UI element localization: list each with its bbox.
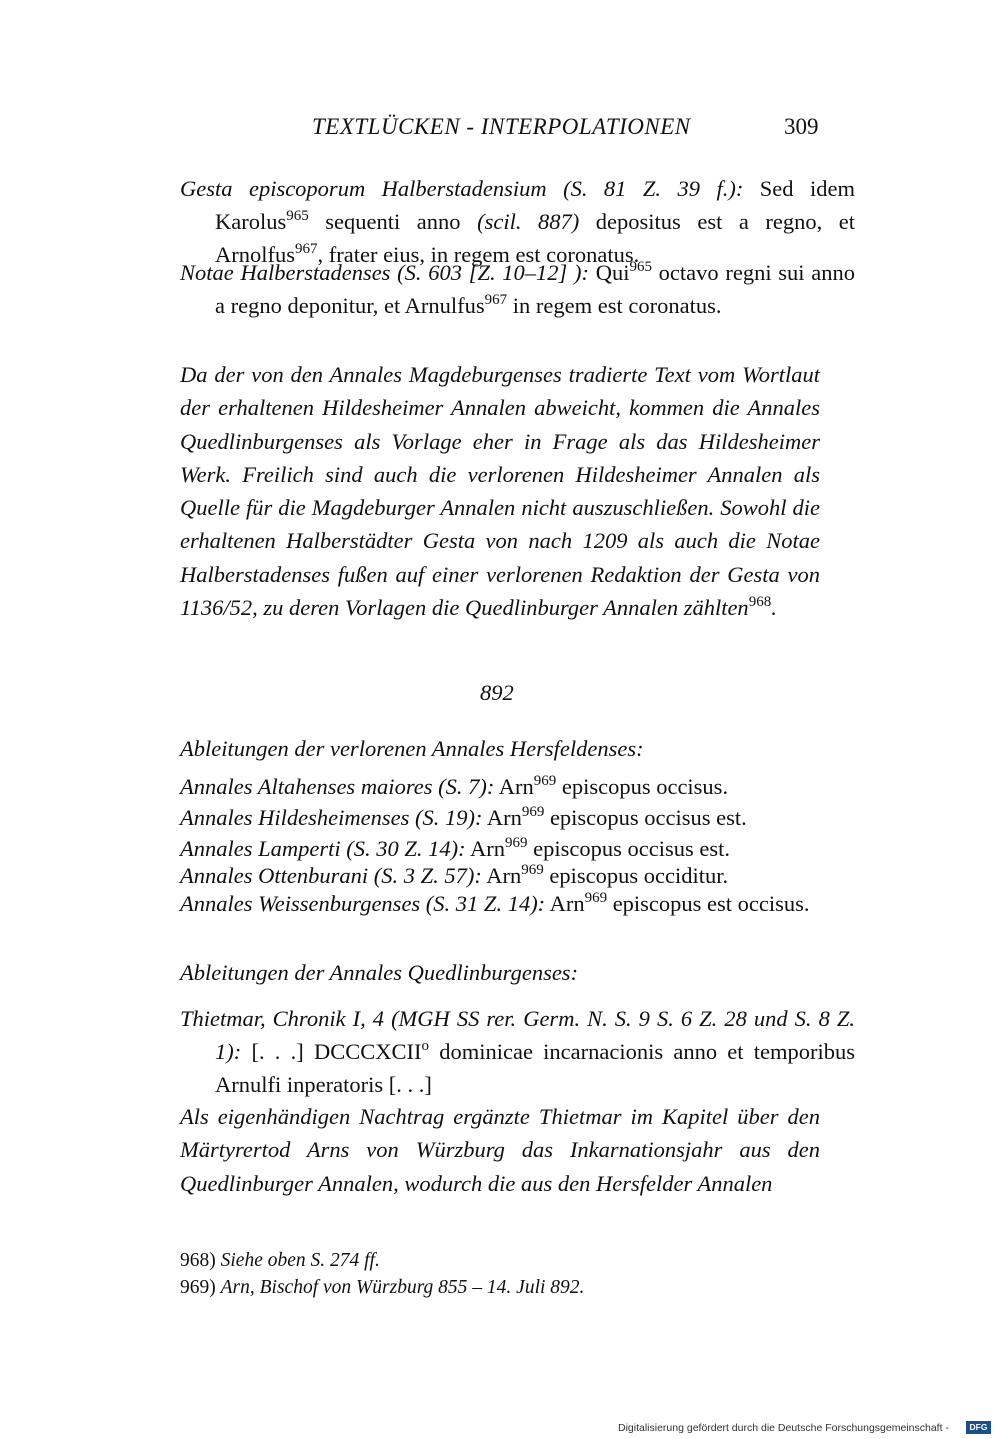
paragraph-text: . [771, 595, 777, 621]
source-entry [180, 887, 855, 920]
running-header: TEXTLÜCKEN - INTERPOLATIONEN [312, 114, 691, 139]
footnote-ref: 965 [286, 208, 309, 224]
source-citation: Notae Halberstadenses (S. 603 [Z. 10–12] ): [180, 260, 589, 285]
footnote-number: 968) [180, 1250, 216, 1271]
entry-text: Arn [481, 863, 522, 888]
entry-text: Sed idem Karolus [215, 176, 855, 234]
entry-text: sequenti anno [308, 209, 478, 234]
source-citation: Annales Weissenburgenses (S. 31 Z. 14): [180, 891, 546, 916]
dfg-logo: DFG [966, 1421, 991, 1434]
entry-text: Qui [589, 260, 630, 285]
footnote-ref: 969 [505, 835, 528, 851]
source-citation: Thietmar, Chronik I, 4 (MGH SS rer. Germ. N. S. 9 S. 6 Z. 28 und S. 8 Z. 1): [180, 1006, 855, 1064]
source-entry-thietmar [180, 1002, 855, 1101]
entry-text: Arn [465, 836, 505, 861]
entry-text: , frater eius, in regem est coronatus. [317, 242, 640, 267]
source-citation: Annales Hildesheimenses (S. 19): [180, 805, 483, 830]
footnote-ref: 968 [748, 594, 772, 611]
entry-text: episcopus occisus. [556, 774, 729, 799]
entry-text: Arn [494, 774, 534, 799]
ordinal-superscript: o [421, 1038, 430, 1054]
footnote-ref: 965 [629, 259, 652, 275]
section-heading-hersfeld: Ableitungen der verlorenen Annales Hersfeldenses: [180, 736, 644, 761]
source-citation: Annales Ottenburani (S. 3 Z. 57): [180, 863, 482, 888]
digitization-credit: Digitalisierung gefördert durch die Deutsche Forschungsgemeinschaft - [618, 1422, 949, 1434]
page-number: 309 [784, 114, 819, 139]
entry-text: dominicae incarnacionis anno et temporibus Arnulfi inperatoris [. . .] [215, 1039, 855, 1097]
entry-text: [. . .] DCCCXCII [241, 1039, 422, 1064]
entry-text: episcopus est occisus. [607, 891, 810, 916]
entry-text: Arn [545, 891, 585, 916]
commentary-paragraph [180, 358, 820, 624]
source-citation: Gesta episcoporum Halberstadensium (S. 81 Z. 39 f.): [180, 176, 744, 201]
footnote-ref: 969 [533, 773, 557, 789]
paragraph-text: Da der von den Annales Magdeburgenses tradierte Text vom Wortlaut der erhaltenen Hildesheimer Annalen abweicht, kommen die Annales Quedlinburgenses als Vorlage eher in Frage als das Hildesheimer Werk. Freilich sind auch die verlorenen Hildesheimer Annalen als Quelle für die Magdeburger Annalen nicht auszuschließen. Sowohl die erhaltenen Halberstädter Gesta von nach 1209 als auch die Notae Halberstadenses fußen auf einer verlorenen Redaktion der Gesta von 1136/52, zu deren Vorlagen die Quedlinburger Annalen zählten [180, 362, 820, 621]
footnote-ref: 967 [484, 292, 508, 308]
entry-text: in regem est coronatus. [507, 293, 722, 318]
footnote-ref: 969 [584, 890, 608, 906]
commentary-paragraph-2: Als eigenhändigen Nachtrag ergänzte Thietmar im Kapitel über den Märtyrertod Arns von Würzburg das Inkarnationsjahr aus den Quedlinburger Annalen, wodurch die aus den Hersfelder Annalen [180, 1104, 820, 1196]
year-heading: 892 [480, 680, 514, 705]
source-citation: Annales Lamperti (S. 30 Z. 14): [180, 836, 466, 861]
footnote-968 [180, 1248, 380, 1273]
footnote-ref: 969 [521, 862, 544, 878]
footnote-ref: 967 [295, 241, 318, 257]
entry-text: episcopus occiditur. [543, 863, 729, 888]
footnote-text: Siehe oben S. 274 ff. [220, 1250, 380, 1271]
source-entry [180, 801, 855, 834]
footnote-number: 969) [180, 1277, 216, 1298]
entry-text: episcopus occisus est. [544, 805, 747, 830]
source-entry-notae [180, 256, 855, 322]
source-citation: Annales Altahenses maiores (S. 7): [180, 774, 495, 799]
entry-reference: (scil. 887) [477, 209, 580, 234]
source-entry [180, 770, 855, 803]
footnote-ref: 969 [521, 804, 545, 820]
footnote-969 [180, 1275, 584, 1300]
entry-text: octavo regni sui anno a regno deponitur, et Arnulfus [215, 260, 856, 318]
entry-text: Arn [482, 805, 522, 830]
entry-text: episcopus occisus est. [527, 836, 730, 861]
entry-text: depositus est a regno, et Arnolfus [215, 209, 856, 267]
section-heading-quedlinburg: Ableitungen der Annales Quedlinburgenses: [180, 960, 579, 985]
footnote-text: Arn, Bischof von Würzburg 855 – 14. Juli 892. [220, 1277, 585, 1298]
